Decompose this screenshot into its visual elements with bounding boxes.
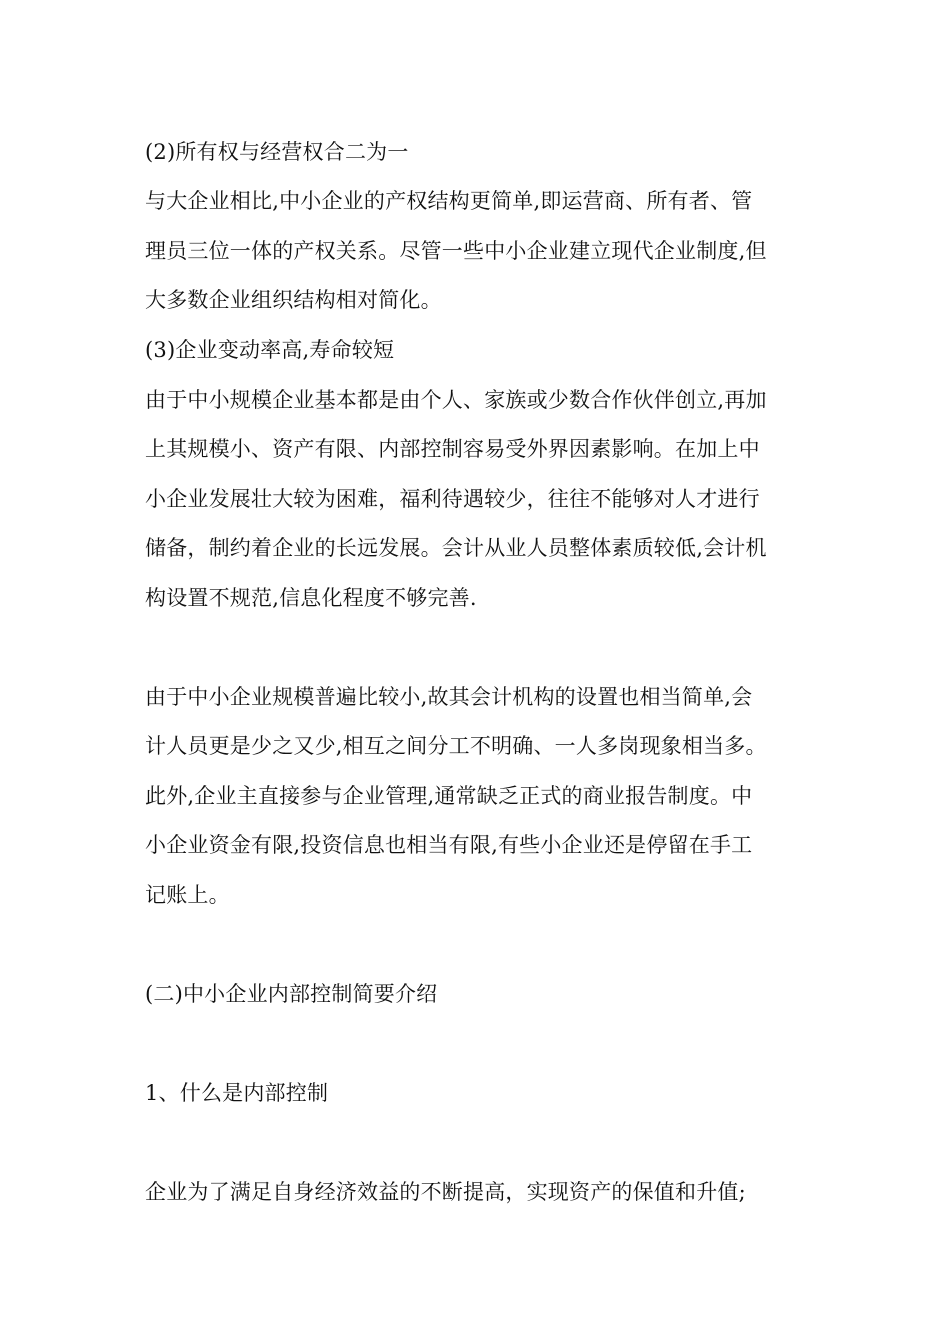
paragraph-line: 上其规模小、资产有限、内部控制容易受外界因素影响。在加上中 [145, 437, 760, 461]
paragraph-line: 由于中小规模企业基本都是由个人、家族或少数合作伙伴创立,再加 [145, 388, 767, 412]
subsection-heading: 1、什么是内部控制 [145, 1081, 329, 1105]
section-heading: (二)中小企业内部控制简要介绍 [145, 982, 438, 1006]
paragraph-line: 企业为了满足自身经济效益的不断提高，实现资产的保值和升值; [145, 1180, 746, 1204]
paragraph-line: 大多数企业组织结构相对简化。 [145, 288, 442, 312]
paragraph-line: 小企业资金有限,投资信息也相当有限,有些小企业还是停留在手工 [145, 833, 753, 857]
heading-ownership-management: (2)所有权与经营权合二为一 [145, 140, 409, 164]
paragraph-line: 计人员更是少之又少,相互之间分工不明确、一人多岗现象相当多。 [145, 734, 767, 758]
paragraph-line: 由于中小企业规模普遍比较小,故其会计机构的设置也相当简单,会 [145, 685, 753, 709]
paragraph-line: 记账上。 [145, 883, 230, 907]
paragraph-line: 此外,企业主直接参与企业管理,通常缺乏正式的商业报告制度。中 [145, 784, 753, 808]
paragraph-line: 小企业发展壮大较为困难，福利待遇较少，往往不能够对人才进行 [145, 487, 760, 511]
heading-enterprise-change-rate: (3)企业变动率高,寿命较短 [145, 338, 395, 362]
paragraph-line: 构设置不规范,信息化程度不够完善. [145, 586, 477, 610]
paragraph-line: 理员三位一体的产权关系。尽管一些中小企业建立现代企业制度,但 [145, 239, 767, 263]
paragraph-line: 储备，制约着企业的长远发展。会计从业人员整体素质较低,会计机 [145, 536, 767, 560]
paragraph-line: 与大企业相比,中小企业的产权结构更简单,即运营商、所有者、管 [145, 189, 753, 213]
